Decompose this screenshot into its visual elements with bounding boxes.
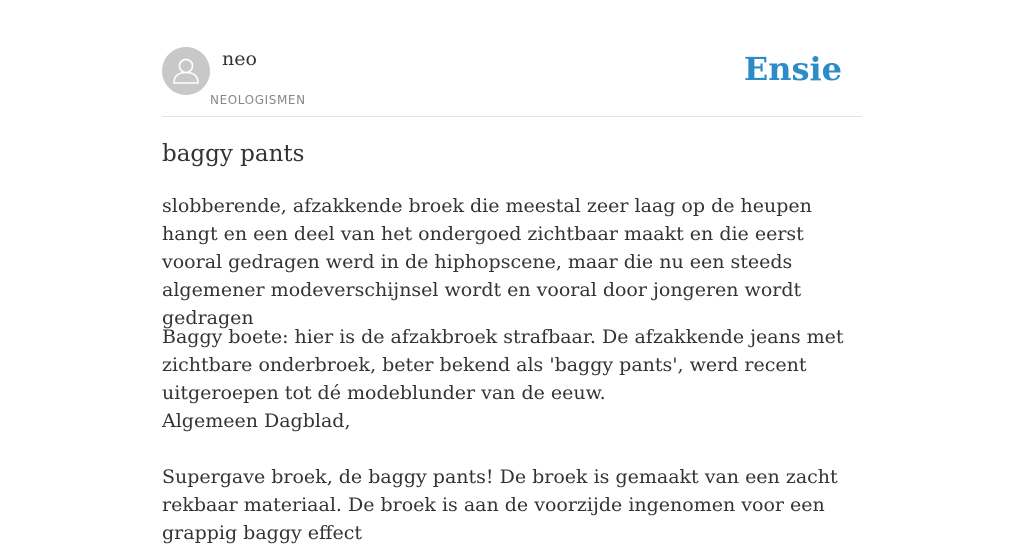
- category-label[interactable]: NEOLOGISMEN: [210, 93, 306, 107]
- site-logo[interactable]: Ensie: [743, 50, 842, 88]
- entry-definition: slobberende, afzakkende broek die meestal zeer laag op de heupen hangt en een deel van het ondergoed zichtbaar maakt en die eerst vooral gedragen werd in de hiphopscene, maar die nu een steeds algemener modeverschijnsel wordt en vooral door jongeren wordt gedragen: [162, 195, 812, 329]
- entry-header: [162, 0, 862, 117]
- example-source: Algemeen Dagblad,: [162, 410, 351, 432]
- entry-title: baggy pants: [162, 141, 305, 167]
- example-quote: [162, 323, 862, 435]
- avatar[interactable]: [162, 47, 210, 95]
- page-container: [162, 0, 862, 544]
- example-text: Baggy boete: hier is de afzakbroek strafbaar. De afzakkende jeans met zichtbare onderbroek, beter bekend als 'baggy pants', werd recent uitgeroepen tot dé modeblunder van de eeuw.: [162, 326, 844, 404]
- author-name[interactable]: neo: [222, 48, 257, 70]
- example-quote-2: Supergave broek, de baggy pants! De broek is gemaakt van een zacht rekbaar materiaal. De broek is aan de voorzijde ingenomen voor een grappig baggy effect: [162, 466, 838, 544]
- user-silhouette-icon: [162, 47, 210, 95]
